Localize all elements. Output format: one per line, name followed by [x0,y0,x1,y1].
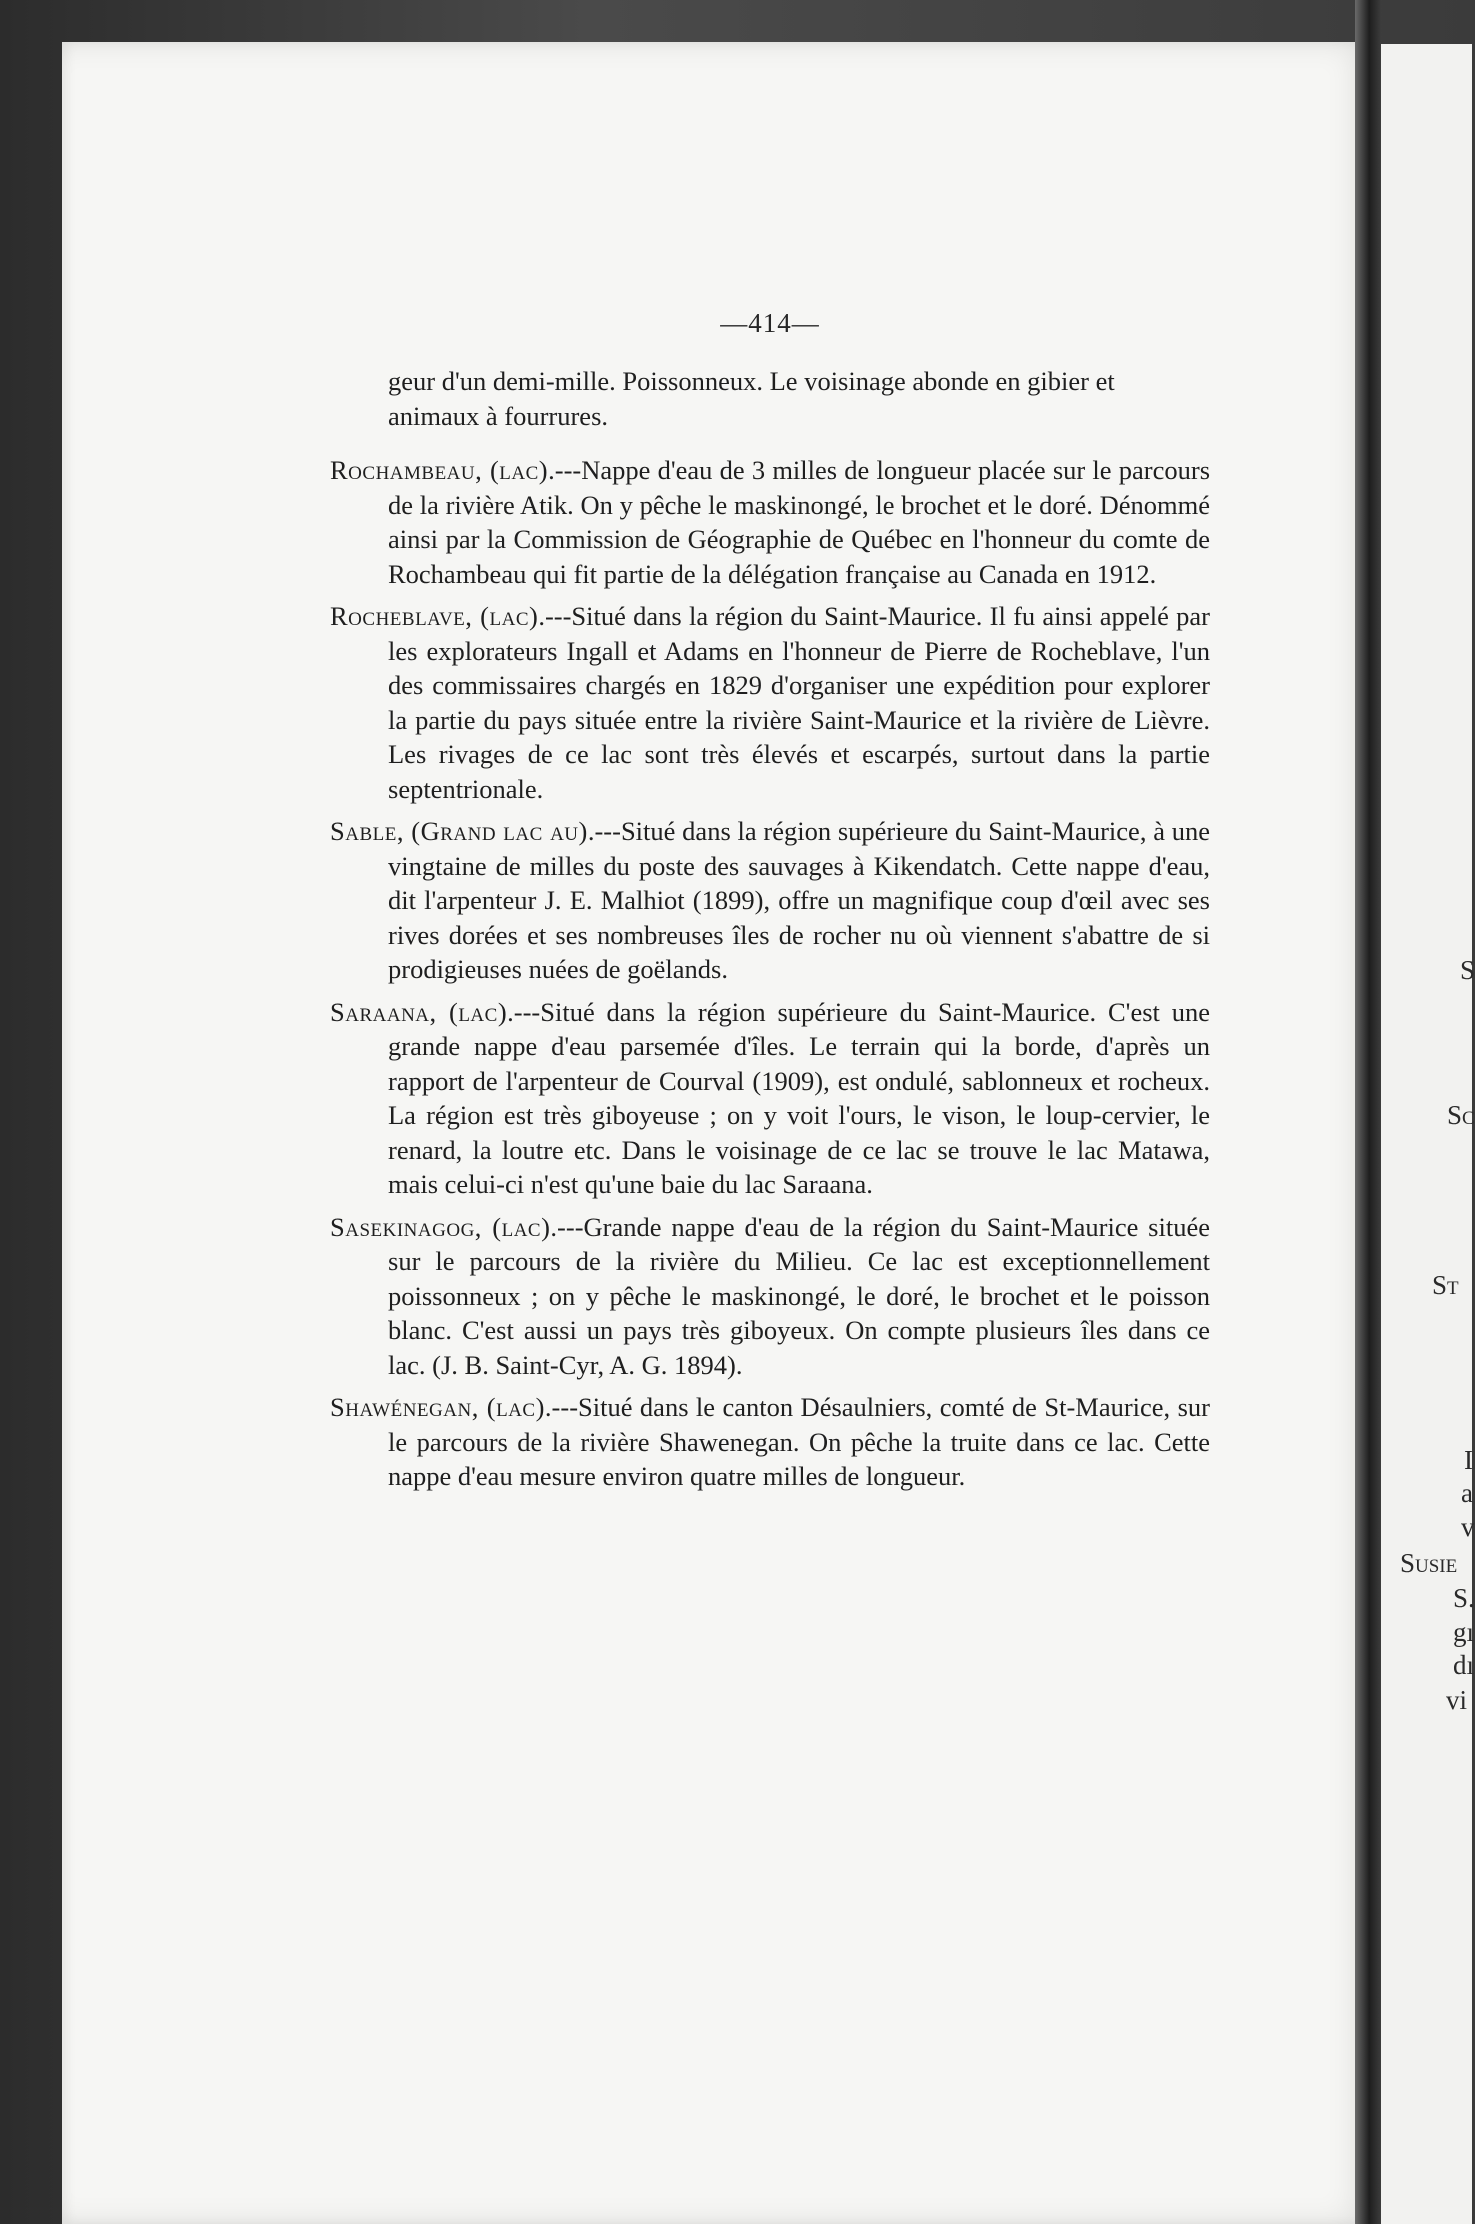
entry-text: .---Situé dans la région supérieure du Saint-Maurice. C'est une grande nappe d'eau parsemée d'îles. Le terrain qui la borde, d'après un rapport de l'arpenteur de Courval (1909), est ondulé, sablonneux et rocheux. La région est très giboyeuse ; on y voit l'ours, le vison, le loup-cervier, le renard, la loutre etc. Dans le voisinage de ce lac se trouve le lac Matawa, mais celui-ci n'est qu'une baie du lac Saraana. [388,996,1210,1199]
facing-page-fragment: I [1464,1445,1473,1475]
facing-page-fragment: S. [1453,1583,1475,1613]
entry-text: .---Situé dans la région supérieure du Saint-Maurice, à une vingtaine de milles du poste des sauvages à Kikendatch. Cette nappe d'eau, dit l'arpenteur J. E. Malhiot (1899), offre un magnifique coup d'œil avec ses rives dorées et ses nombreuses îles de rocher nu où viennent s'abattre de si prodigieuses nuées de goëlands. [388,816,1210,984]
entry-rochambeau [330,453,1210,591]
entry-text: .---Situé dans la région du Saint-Maurice. Il fu ainsi appelé par les explorateurs Ingall et Adams en l'honneur de Pierre de Rocheblave, l'un des commissaires chargés en 1829 d'organiser une expédition pour explorer la partie du pays située entre la rivière Saint-Maurice et la rivière de Lièvre. Les rivages de ce lac sont très élevés et escarpés, surtout dans la partie septentrionale. [388,601,1210,804]
facing-page-fragment: Sc [1447,1100,1475,1130]
facing-page-fragment: vi [1446,1685,1468,1715]
entry-shawenegan [330,1390,1210,1494]
entry-qualifier: , (lac) [429,996,508,1027]
page-number: —414— [720,308,820,338]
entry-sable [330,814,1210,987]
entry-name: Rochambeau [330,455,476,485]
facing-page-fragment: a [1461,1478,1473,1508]
entry-qualifier: , (lac) [475,455,549,485]
facing-page-fragment: S [1460,955,1475,985]
entry-name: Saraana [330,996,430,1027]
text-block [330,364,1210,1502]
facing-page-fragment: v [1461,1512,1475,1542]
entry-qualifier: , (lac) [474,1211,551,1242]
facing-page-fragment: Susie [1400,1548,1458,1578]
entry-saraana [330,995,1210,1202]
entry-qualifier: , (lac) [471,1392,545,1422]
entry-text: .---Nappe d'eau de 3 milles de longueur placée sur le parcours de la rivière Atik. On y pêche le maskinongé, le brochet et le doré. Dénommé ainsi par la Commission de Géographie de Québec en l'honneur du comte de Rochambeau qui fit partie de la délégation française au Canada en 1912. [388,455,1211,589]
continuation-paragraph: geur d'un demi-mille. Poissonneux. Le voisinage abonde en gibier et animaux à fourrures. [388,366,1115,431]
facing-page-fragment: dı [1453,1650,1475,1680]
entry-text: .---Grande nappe d'eau de la région du Saint-Maurice située sur le parcours de la rivière du Milieu. Ce lac est exceptionnellement poissonneux ; on y pêche le maskinongé, le doré, le brochet et le poisson blanc. C'est aussi un pays très giboyeux. On compte plusieurs îles dans ce lac. (J. B. Saint-Cyr, A. G. 1894). [388,1211,1210,1380]
entry-sasekinagog [330,1210,1210,1383]
facing-page-edge [1381,44,1475,2224]
entry-rocheblave [330,599,1210,806]
facing-page-fragment: St [1432,1270,1459,1300]
entry-qualifier: , (Grand lac au) [396,816,588,846]
entry-text: .---Situé dans le canton Désaulniers, comté de St-Maurice, sur le parcours de la rivière Shawenegan. On pêche la truite dans ce lac. Cette nappe d'eau mesure environ quatre milles de longueur. [388,1392,1210,1491]
entry-name: Rocheblave [330,601,466,631]
entry-qualifier: , (lac) [465,601,539,631]
entry-name: Sable [330,816,397,846]
entry-name: Shawénegan [330,1392,472,1422]
facing-page-fragment: gı [1453,1617,1475,1647]
entry-name: Sasekinagog [330,1211,475,1242]
book-gutter [1355,0,1381,2224]
